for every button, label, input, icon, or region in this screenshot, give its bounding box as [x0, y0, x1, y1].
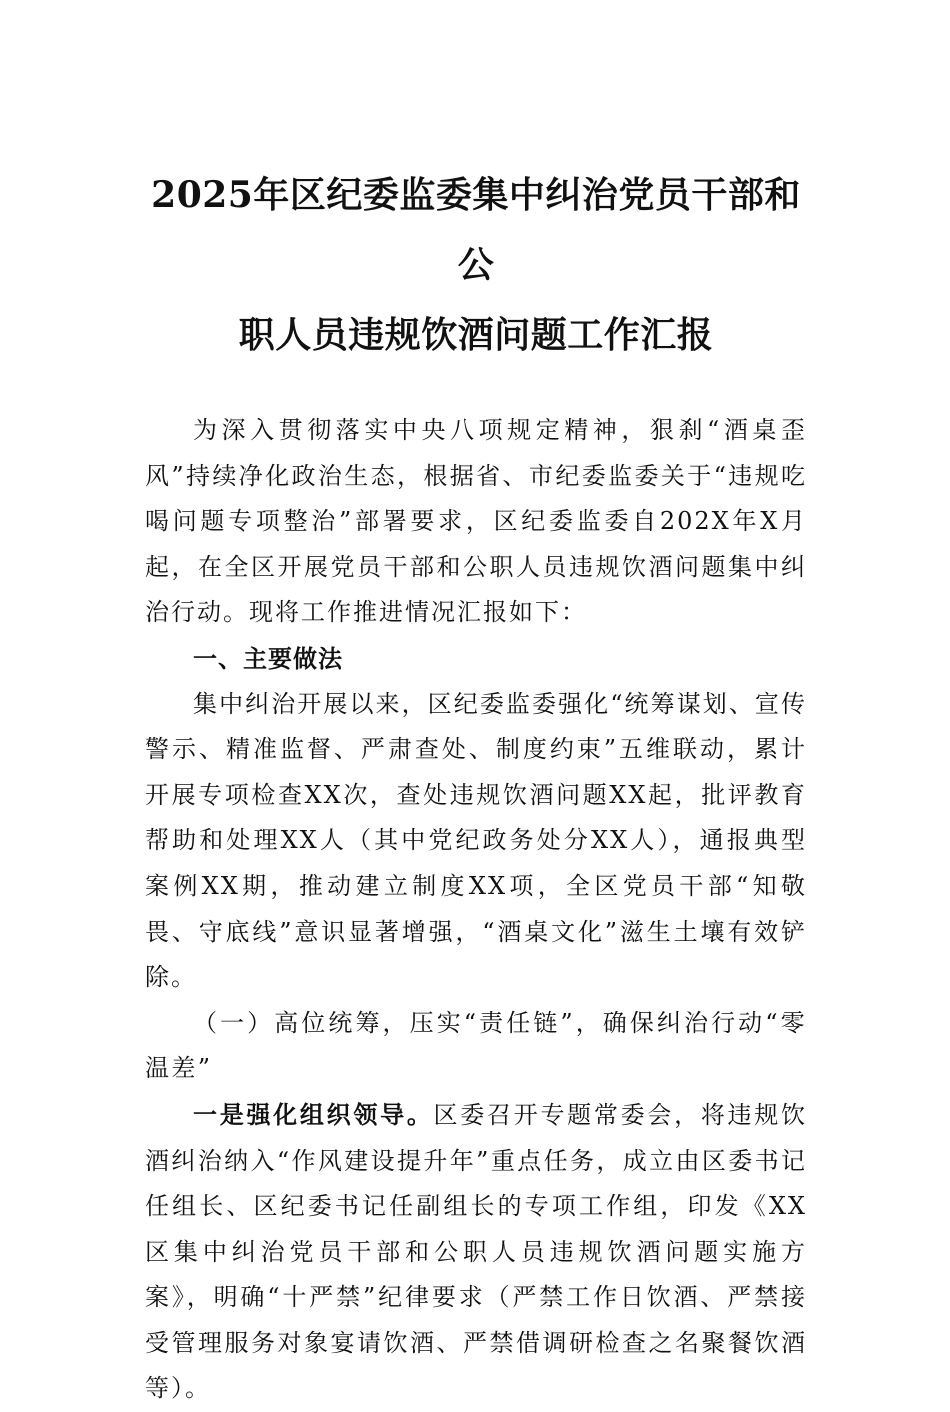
document-title [145, 160, 807, 370]
point-1-lead: 一是强化组织领导。 [193, 1099, 434, 1129]
title-line-1: 2025年区纪委监委集中纠治党员干部和公 [151, 174, 801, 286]
subsection-heading-1: （一）高位统筹，压实“责任链”，确保纠治行动“零温差” [145, 1008, 807, 1083]
section-heading-main-practices: 一、主要做法 [193, 643, 343, 673]
point-1-text: 区委召开专题常委会，将违规饮酒纠治纳入“作风建设提升年”重点任务，成立由区委书记任组长、区纪委书记任副组长的专项工作组，印发《XX区集中纠治党员干部和公职人员违规饮酒问题实施方案》，明确“十严禁”纪律要求（严禁工作日饮酒、严禁接受管理服务对象宴请饮酒、严禁借调研检查之名聚餐饮酒等）。 [145, 1100, 808, 1403]
document-page [145, 160, 807, 1412]
point-1-paragraph [145, 1092, 807, 1412]
title-line-2: 职人员违规饮酒问题工作汇报 [238, 314, 714, 356]
document-body [145, 408, 807, 1412]
section-summary-paragraph: 集中纠治开展以来，区纪委监委强化“统筹谋划、宣传警示、精准监督、严肃查处、制度约束”五维联动，累计开展专项检查XX次，查处违规饮酒问题XX起，批评教育帮助和处理XX人（其中党纪政务处分XX人），通报典型案例XX期，推动建立制度XX项，全区党员干部“知敬畏、守底线”意识显著增强，“酒桌文化”滋生土壤有效铲除。 [145, 689, 807, 992]
intro-paragraph: 为深入贯彻落实中央八项规定精神，狠刹“酒桌歪风”持续净化政治生态，根据省、市纪委监委关于“违规吃喝问题专项整治”部署要求，区纪委监委自202X年X月起，在全区开展党员干部和公职人员违规饮酒问题集中纠治行动。现将工作推进情况汇报如下： [145, 416, 807, 627]
